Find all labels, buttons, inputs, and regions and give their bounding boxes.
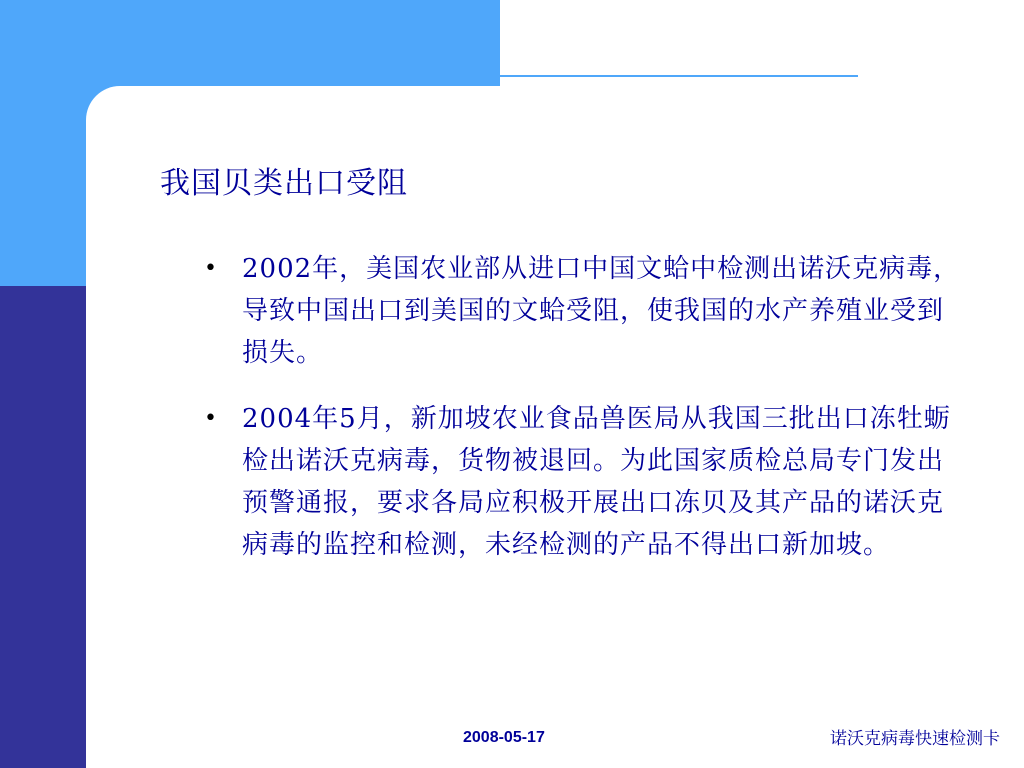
bullet-item xyxy=(198,248,967,374)
decorative-top-rule xyxy=(500,75,858,77)
decorative-dark-blue-bar xyxy=(0,286,86,768)
bullet-text: 2002年，美国农业部从进口中国文蛤中检测出诺沃克病毒，导致中国出口到美国的文蛤受阻，使我国的水产养殖业受到损失。 xyxy=(242,254,961,368)
footer-title: 诺沃克病毒快速检测卡 xyxy=(830,729,1000,749)
bullet-text: 2004年5月，新加坡农业食品兽医局从我国三批出口冻牡蛎检出诺沃克病毒，货物被退回。为此国家质检总局专门发出预警通报，要求各局应积极开展出口冻贝及其产品的诺沃克病毒的监控和检测，未经检测的产品不得出口新加坡。 xyxy=(242,404,951,560)
bullet-list xyxy=(198,248,978,590)
slide-title: 我国贝类出口受阻 xyxy=(160,166,408,201)
bullet-dot-icon: • xyxy=(204,256,218,281)
footer-date: 2008-05-17 xyxy=(463,729,545,746)
bullet-item xyxy=(198,398,967,566)
bullet-dot-icon: • xyxy=(204,406,218,431)
